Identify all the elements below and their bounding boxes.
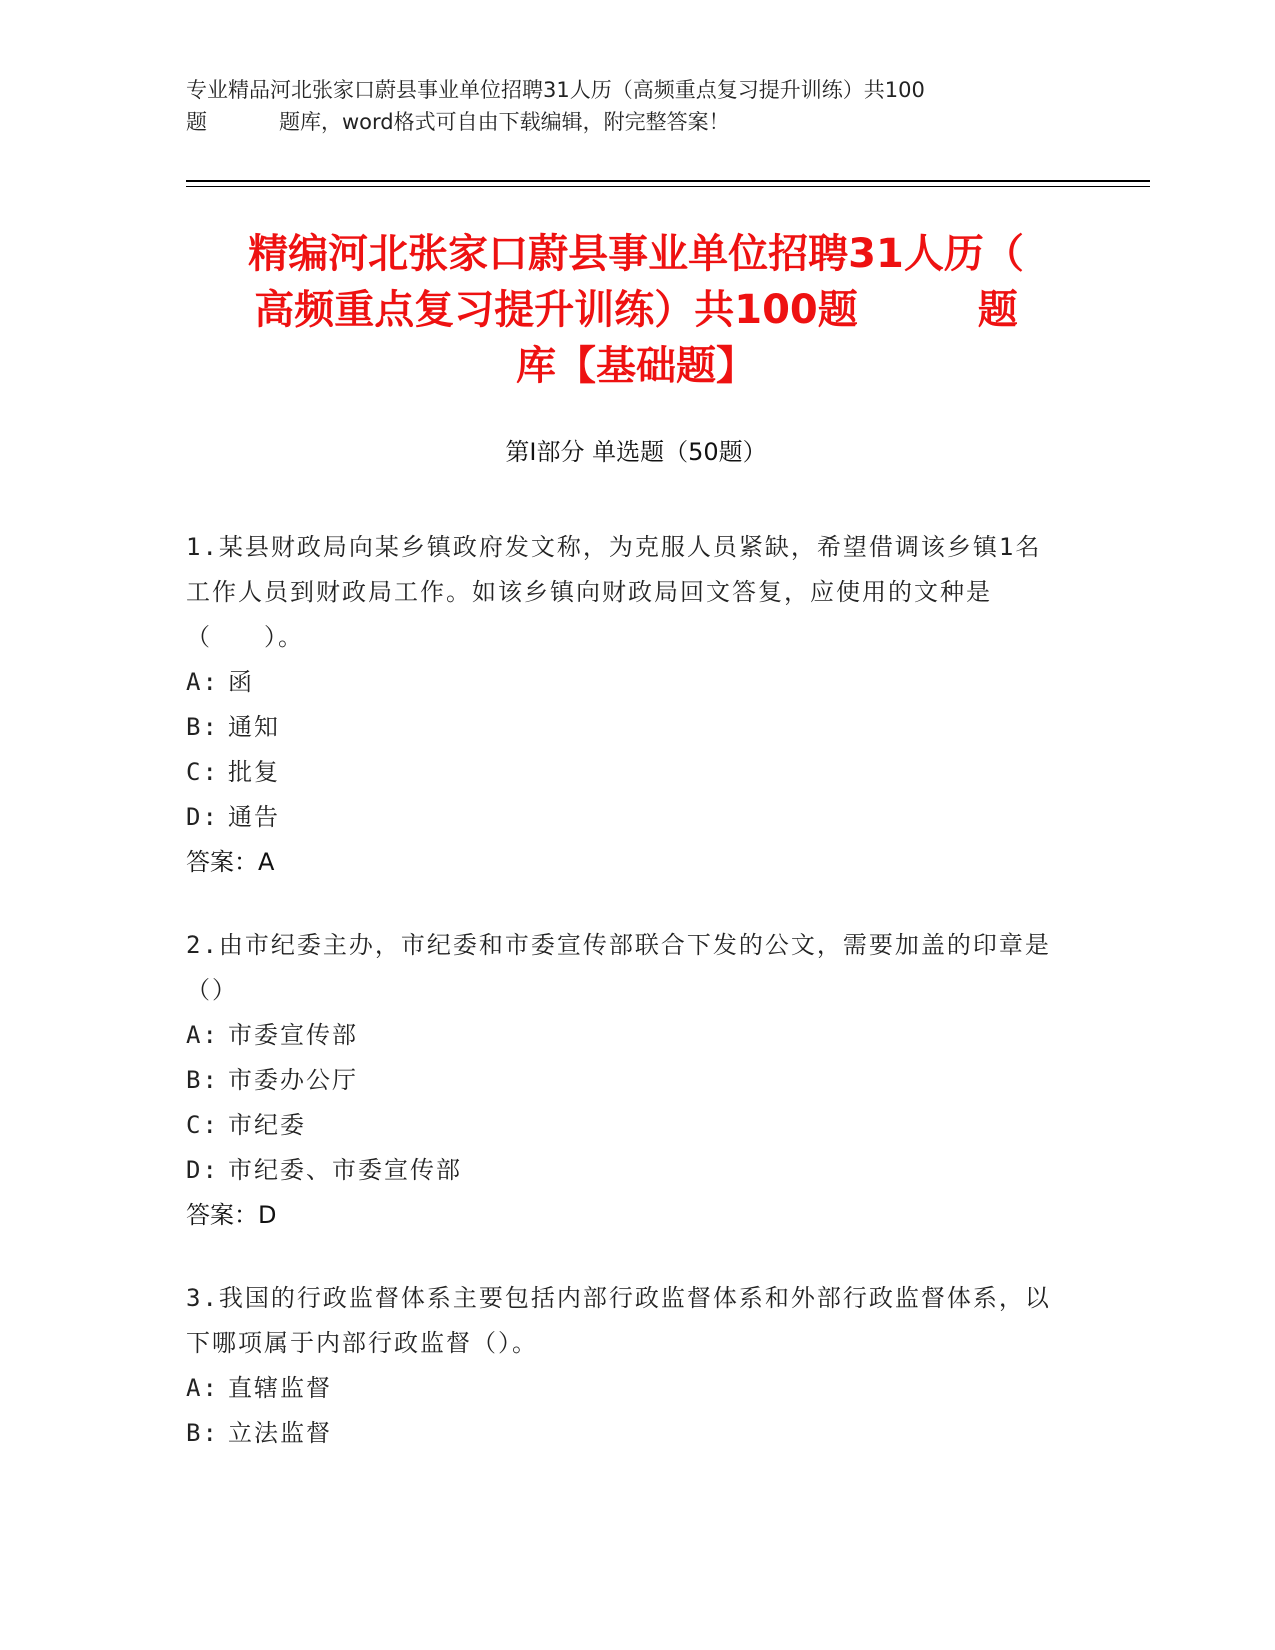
option-key: D: — [186, 803, 219, 831]
question-item — [186, 525, 1066, 885]
title-line-2 — [186, 282, 1086, 338]
answer-option — [186, 1148, 1066, 1193]
answer-option — [186, 705, 1066, 750]
option-text: 市委宣传部 — [228, 1021, 358, 1049]
question-stem: 1.某县财政局向某乡镇政府发文称，为克服人员紧缺，希望借调该乡镇1名工作人员到财政局工作。如该乡镇向财政局回文答复，应使用的文种是（ ）。 — [186, 533, 1042, 651]
option-text: 立法监督 — [228, 1419, 332, 1447]
title-line-1: 精编河北张家口蔚县事业单位招聘31人历（ — [248, 231, 1024, 277]
answer-option — [186, 1103, 1066, 1148]
header-line-2-end: 题库，word格式可自由下载编辑，附完整答案！ — [279, 110, 730, 134]
answer-option — [186, 660, 1066, 705]
answer-option — [186, 795, 1066, 840]
answer-key: 答案：D — [186, 1201, 277, 1229]
document-title — [186, 226, 1086, 394]
option-key: A: — [186, 668, 219, 696]
question-item — [186, 1276, 1066, 1456]
option-key: C: — [186, 1111, 219, 1139]
answer-option — [186, 750, 1066, 795]
answer-option — [186, 1058, 1066, 1103]
title-line-2-start: 高频重点复习提升训练）共100题 — [254, 287, 858, 333]
option-text: 市委办公厅 — [228, 1066, 358, 1094]
answer-option — [186, 1411, 1066, 1456]
option-text: 通告 — [228, 803, 280, 831]
option-text: 市纪委、市委宣传部 — [228, 1156, 462, 1184]
answer-key: 答案：A — [186, 848, 275, 876]
option-text: 市纪委 — [228, 1111, 306, 1139]
option-key: A: — [186, 1021, 219, 1049]
document-header — [186, 74, 1086, 138]
option-key: C: — [186, 758, 219, 786]
question-item — [186, 923, 1066, 1238]
option-key: A: — [186, 1374, 219, 1402]
answer-option — [186, 1366, 1066, 1411]
option-key: B: — [186, 713, 219, 741]
option-text: 直辖监督 — [228, 1374, 332, 1402]
section-heading: 第Ⅰ部分 单选题（50题） — [505, 438, 767, 466]
option-key: B: — [186, 1419, 219, 1447]
question-stem: 3.我国的行政监督体系主要包括内部行政监督体系和外部行政监督体系，以下哪项属于内部行政监督（）。 — [186, 1284, 1051, 1357]
header-line-2 — [186, 106, 1086, 138]
option-text: 通知 — [228, 713, 280, 741]
option-text: 批复 — [228, 758, 280, 786]
option-key: B: — [186, 1066, 219, 1094]
question-stem: 2.由市纪委主办，市纪委和市委宣传部联合下发的公文，需要加盖的印章是（） — [186, 931, 1051, 1004]
option-text: 函 — [228, 668, 254, 696]
header-line-1: 专业精品河北张家口蔚县事业单位招聘31人历（高频重点复习提升训练）共100 — [186, 78, 925, 102]
header-line-2-start: 题 — [186, 110, 207, 134]
header-divider-thick — [186, 180, 1150, 182]
title-line-3: 库【基础题】 — [516, 343, 756, 389]
answer-option — [186, 1013, 1066, 1058]
title-line-2-end: 题 — [977, 287, 1018, 333]
option-key: D: — [186, 1156, 219, 1184]
header-divider-thin — [186, 186, 1150, 187]
question-list — [186, 525, 1066, 1494]
